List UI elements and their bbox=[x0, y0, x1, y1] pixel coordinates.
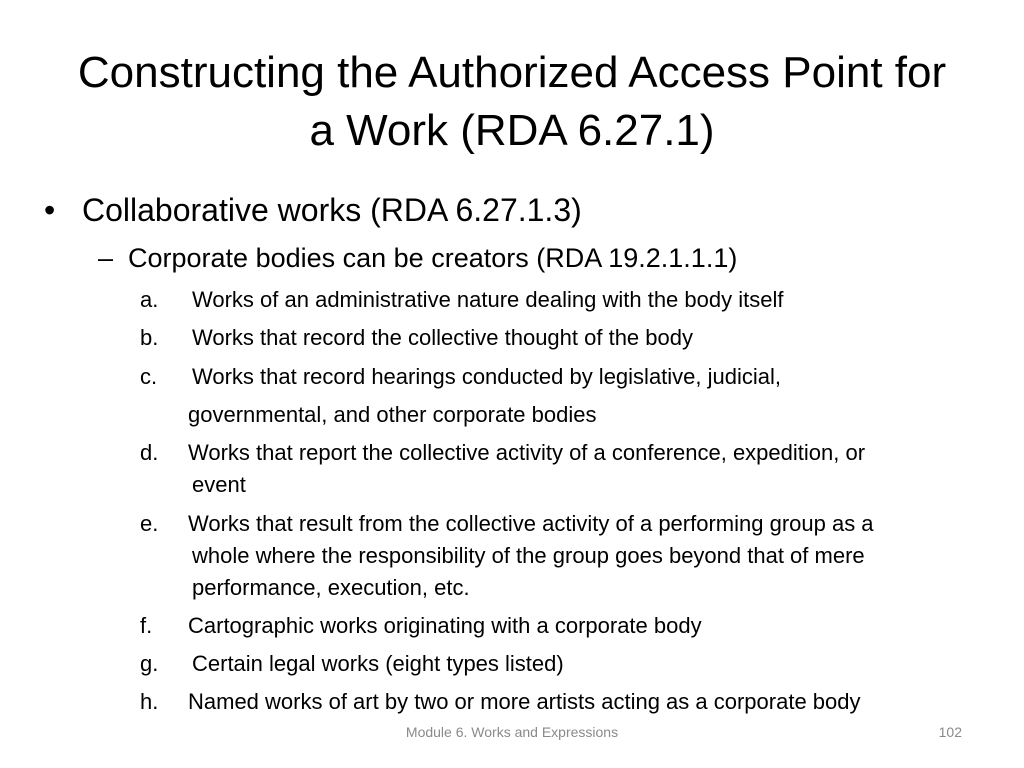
list-item-text-continued: whole where the responsibility of the group goes beyond that of mere bbox=[192, 543, 865, 568]
slide-title-line-1: Constructing the Authorized Access Point for bbox=[77, 48, 947, 97]
slide-title-line-2: a Work (RDA 6.27.1) bbox=[309, 106, 715, 155]
list-item-d bbox=[140, 437, 980, 501]
dash-icon: – bbox=[98, 243, 114, 273]
list-item-text-continued: event bbox=[192, 472, 246, 497]
list-item-c bbox=[140, 361, 980, 431]
list-item-text: Named works of art by two or more artists acting as a corporate body bbox=[188, 689, 861, 714]
list-marker: c. bbox=[140, 364, 158, 389]
slide-number: 102 bbox=[938, 724, 962, 740]
bullet-text: Collaborative works (RDA 6.27.1.3) bbox=[82, 192, 582, 228]
list-marker: a. bbox=[140, 287, 159, 312]
bullet-collaborative-works bbox=[44, 190, 582, 230]
list-item-text-continued: performance, execution, etc. bbox=[192, 575, 470, 600]
footer-module-title: Module 6. Works and Expressions bbox=[405, 724, 619, 740]
list-item-text: Cartographic works originating with a corporate body bbox=[188, 613, 702, 638]
list-item-g bbox=[140, 648, 980, 680]
list-item-h bbox=[140, 686, 980, 718]
list-marker: g. bbox=[140, 651, 159, 676]
sub-bullet-text: Corporate bodies can be creators (RDA 19.2.1.1.1) bbox=[128, 243, 738, 273]
list-marker: d. bbox=[140, 440, 159, 465]
list-item-text-continued: governmental, and other corporate bodies bbox=[188, 402, 597, 427]
list-item-f bbox=[140, 610, 980, 642]
list-item-text: Works of an administrative nature dealing with the body itself bbox=[192, 287, 784, 312]
list-marker: h. bbox=[140, 689, 159, 714]
bullet-dot-icon: • bbox=[44, 192, 56, 228]
list-item-text: Works that record hearings conducted by legislative, judicial, bbox=[192, 364, 782, 389]
list-marker: b. bbox=[140, 325, 159, 350]
list-item-a bbox=[140, 284, 980, 316]
slide-title bbox=[40, 44, 984, 160]
list-item-text: Works that result from the collective activity of a performing group as a bbox=[188, 511, 874, 536]
list-marker: f. bbox=[140, 613, 153, 638]
list-item-b bbox=[140, 322, 980, 354]
list-item-e bbox=[140, 508, 980, 604]
list-item-text: Works that report the collective activity of a conference, expedition, or bbox=[188, 440, 866, 465]
list-marker: e. bbox=[140, 511, 159, 536]
sub-bullet-corporate-bodies bbox=[98, 240, 737, 276]
list-item-text: Works that record the collective thought of the body bbox=[192, 325, 693, 350]
list-item-text: Certain legal works (eight types listed) bbox=[192, 651, 564, 676]
